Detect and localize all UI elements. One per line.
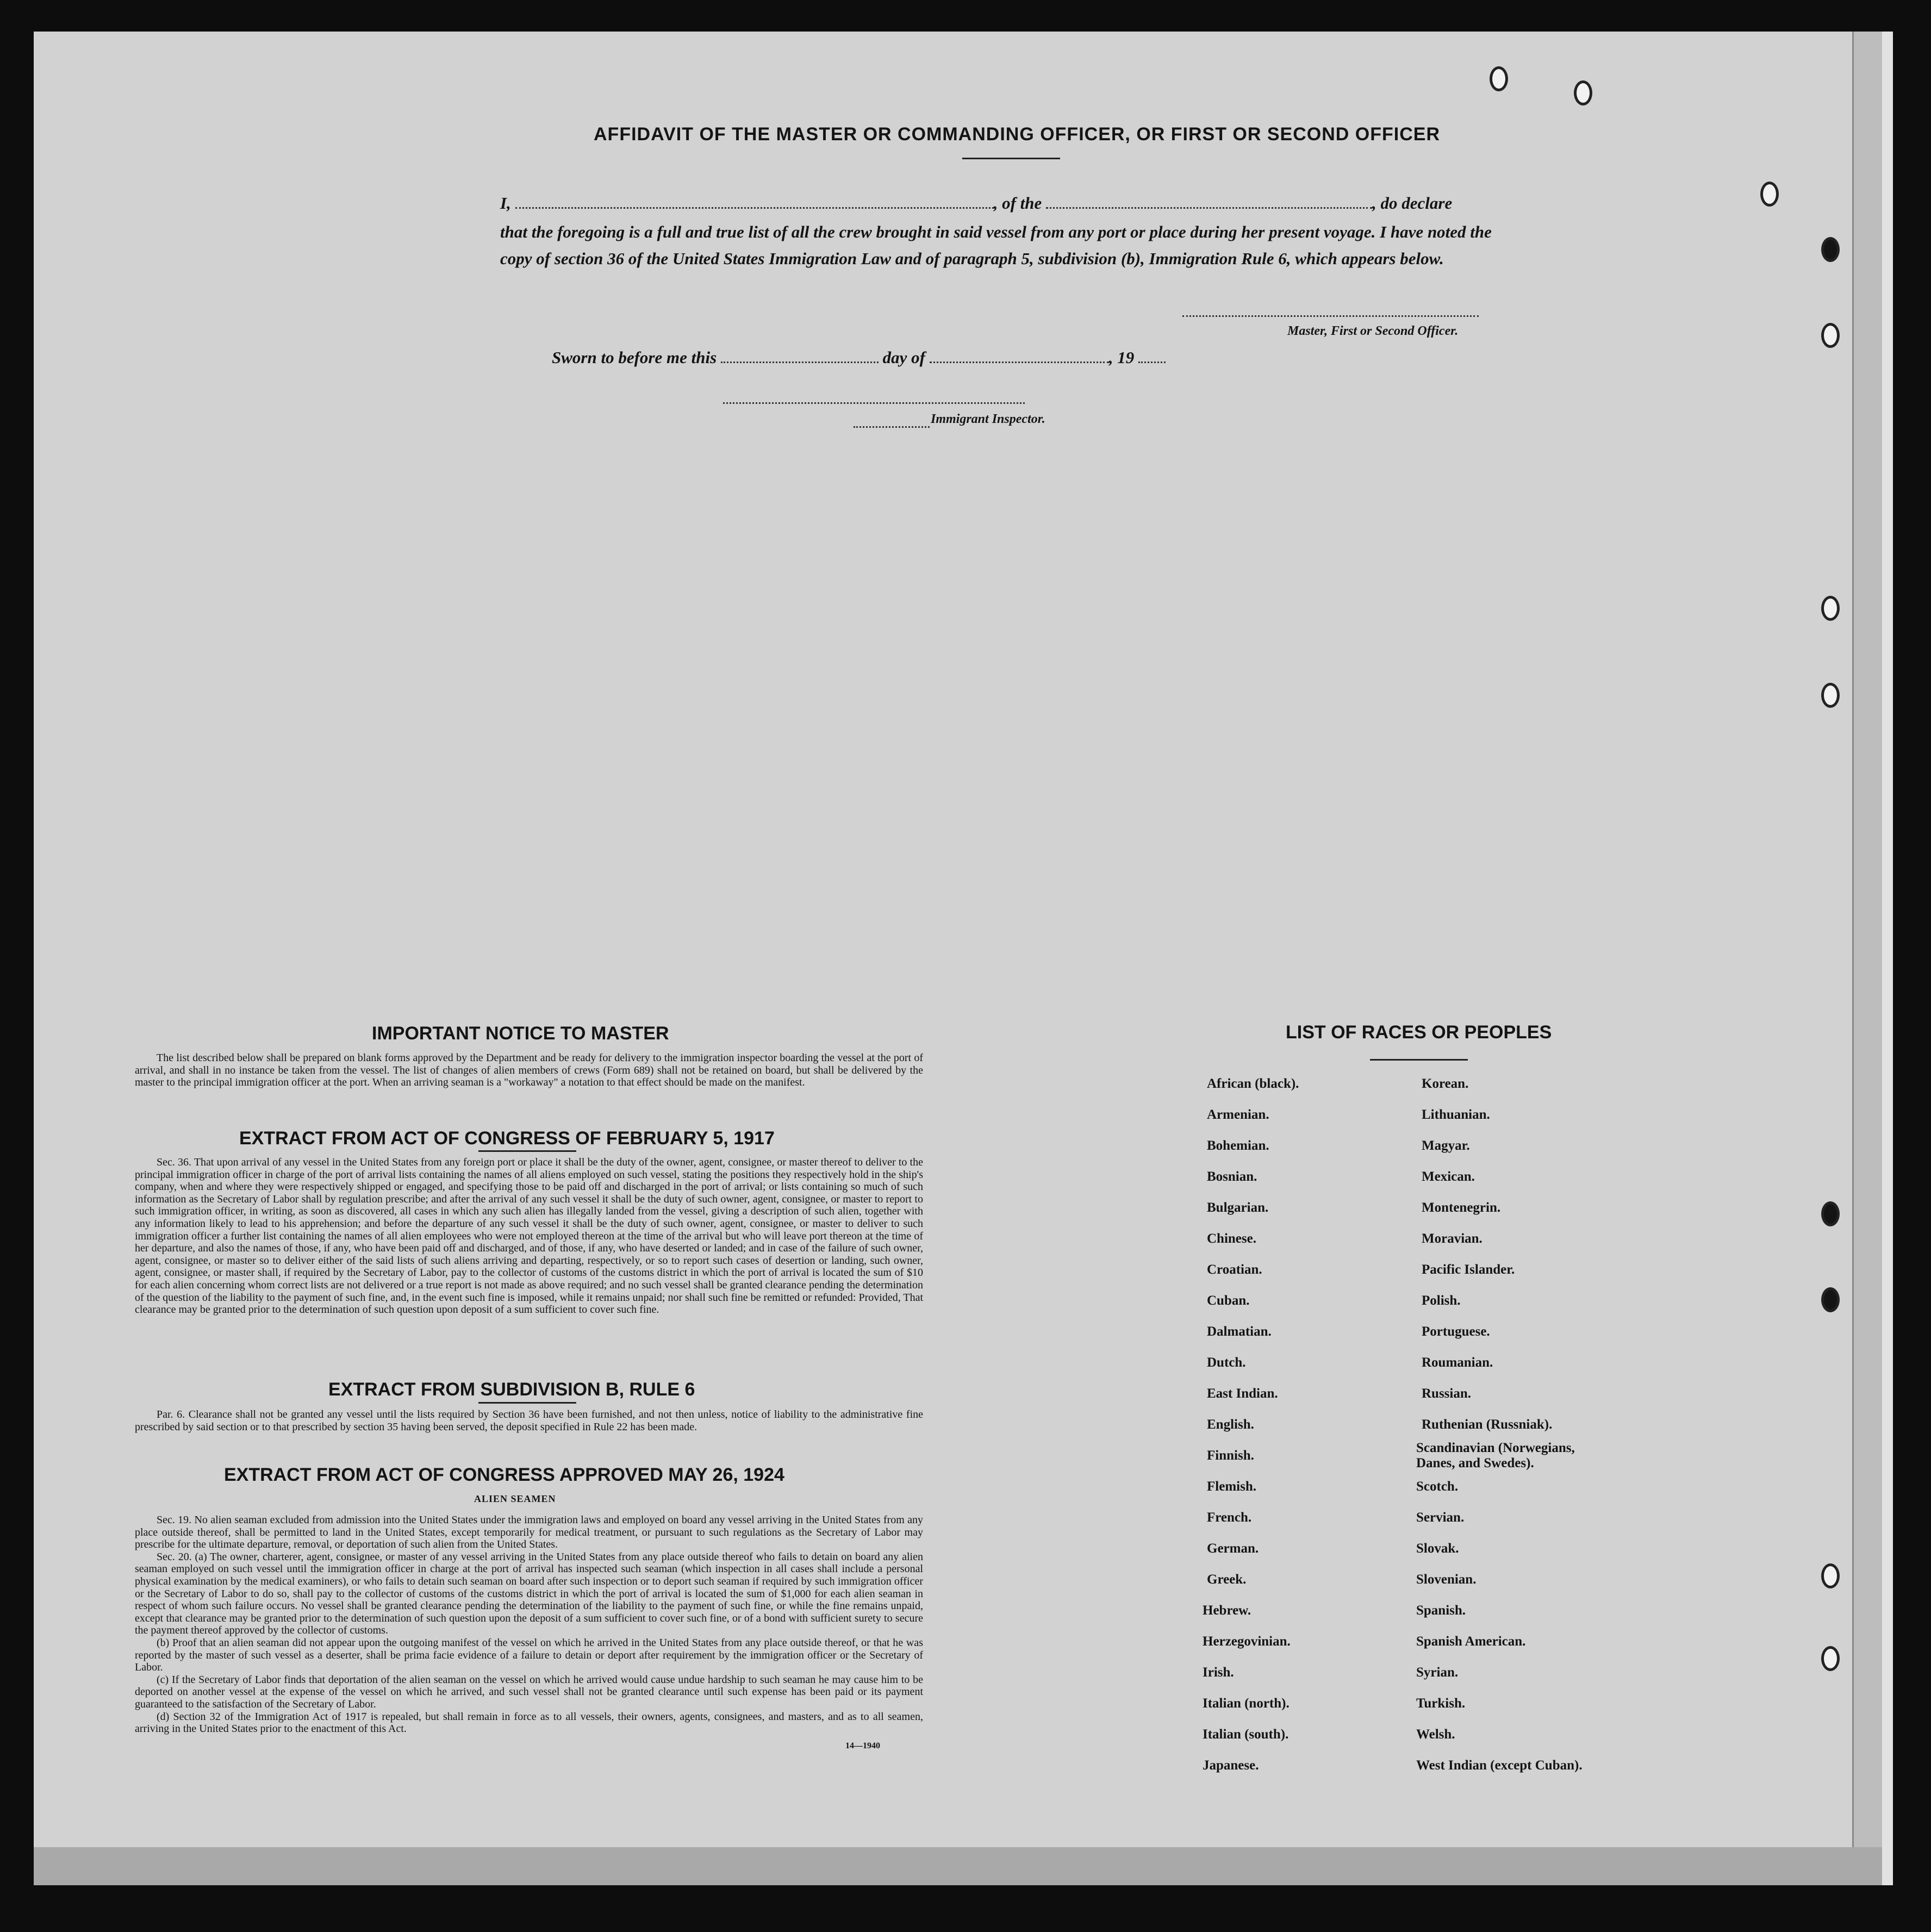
- race-item: Italian (south).: [1203, 1727, 1289, 1742]
- punch-hole: [1821, 1563, 1840, 1588]
- race-item: Spanish.: [1416, 1603, 1466, 1618]
- race-item: German.: [1207, 1541, 1259, 1556]
- race-item: Dalmatian.: [1207, 1324, 1272, 1339]
- rule-6-title: EXTRACT FROM SUBDIVISION B, RULE 6: [328, 1379, 695, 1400]
- inspector-signature-field[interactable]: [723, 402, 1025, 404]
- race-item: East Indian.: [1207, 1386, 1278, 1401]
- race-item: Chinese.: [1207, 1231, 1256, 1246]
- race-item: Mexican.: [1422, 1169, 1475, 1184]
- race-item: Korean.: [1422, 1076, 1469, 1091]
- master-signature-label: Master, First or Second Officer.: [1287, 324, 1459, 338]
- extract-1924-title: EXTRACT FROM ACT OF CONGRESS APPROVED MAY 26, 1924: [224, 1464, 784, 1485]
- sworn-prefix: Sworn to before me this: [552, 348, 717, 367]
- declaration-paragraph: that the foregoing is a full and true list of all the crew brought in said vessel from any port or place during her present voyage. I have noted the copy of section 36 of the United States Immigration Law and of paragraph 5, subdivision (b), Immigration Rule 6, which appears below.: [500, 222, 1492, 268]
- races-title: LIST OF RACES OR PEOPLES: [1286, 1022, 1552, 1043]
- race-item: Portuguese.: [1422, 1324, 1490, 1339]
- race-item: Syrian.: [1416, 1665, 1459, 1680]
- form-number: 14—1940: [845, 1741, 880, 1750]
- of-the-label: , of the: [993, 194, 1042, 213]
- rule-6-text: [135, 1409, 923, 1433]
- extract-1924-text: [135, 1514, 923, 1735]
- bottom-scan-edge: [34, 1847, 1882, 1885]
- race-item: Scandinavian (Norwegians, Danes, and Swedes).: [1416, 1441, 1575, 1470]
- affidavit-title: AFFIDAVIT OF THE MASTER OR COMMANDING OFFICER, OR FIRST OR SECOND OFFICER: [594, 124, 1440, 145]
- race-item: Bohemian.: [1207, 1138, 1269, 1153]
- race-item: Irish.: [1203, 1665, 1234, 1680]
- extract-1917-title: EXTRACT FROM ACT OF CONGRESS OF FEBRUARY 5, 1917: [239, 1128, 775, 1149]
- notice-text: [135, 1052, 923, 1089]
- do-declare-label: , do declare: [1372, 194, 1453, 213]
- race-item: English.: [1207, 1417, 1254, 1432]
- race-item: Flemish.: [1207, 1479, 1256, 1494]
- race-item: Turkish.: [1416, 1696, 1466, 1711]
- punch-hole: [1490, 66, 1508, 91]
- race-item: Magyar.: [1422, 1138, 1470, 1153]
- race-item: Finnish.: [1207, 1448, 1254, 1463]
- races-underline: [1370, 1059, 1468, 1061]
- race-item: Scotch.: [1416, 1479, 1459, 1494]
- punch-hole: [1821, 237, 1840, 262]
- sworn-year-field[interactable]: [1138, 356, 1166, 363]
- punch-hole: [1821, 596, 1840, 621]
- race-item: French.: [1207, 1510, 1252, 1525]
- sworn-line: [552, 348, 1166, 367]
- punch-hole: [1760, 182, 1779, 207]
- race-item: Polish.: [1422, 1293, 1461, 1308]
- extract-1917-underline: [478, 1150, 576, 1152]
- sworn-day-field[interactable]: [721, 356, 879, 363]
- race-item: Greek.: [1207, 1572, 1247, 1587]
- race-item: Lithuanian.: [1422, 1107, 1490, 1122]
- race-item: Dutch.: [1207, 1355, 1246, 1370]
- race-item: Armenian.: [1207, 1107, 1269, 1122]
- punch-hole: [1821, 683, 1840, 708]
- race-item: Bulgarian.: [1207, 1200, 1269, 1215]
- punch-hole: [1821, 1201, 1840, 1226]
- sec-20a-paragraph: Sec. 20. (a) The owner, charterer, agent, consignee, or master of any vessel arriving in the United States from any place outside thereof who fails to detain on board any alien seaman employed on such vessel until the immigration officer in charge at the port of arrival has inspected such seaman (which inspection in all cases shall include a personal physical examination by the medical examiners), or who fails to detain such seaman on board after such inspection or to deport such seaman if required by such immigration officer or the Secretary of Labor to do so, shall pay to the collector of customs of the customs district in which the port of arrival is located the sum of $1,000 for each alien seaman in respect of whom such failure occurs. No vessel shall be granted clearance pending the determination of the liability to the payment of such fine, or while the fine remains unpaid, except that clearance may be granted prior to the determination of such question upon the deposit of a sum sufficient to cover such fine, or of a bond with sufficient surety to secure the payment thereof approved by the collector of customs.: [135, 1550, 923, 1637]
- declaration-line: [500, 194, 1452, 213]
- race-item: Herzegovinian.: [1203, 1634, 1291, 1649]
- year-prefix: , 19: [1108, 348, 1135, 367]
- race-item: West Indian (except Cuban).: [1416, 1758, 1583, 1773]
- race-item: Slovak.: [1416, 1541, 1459, 1556]
- race-item: Hebrew.: [1203, 1603, 1251, 1618]
- sec-20b-paragraph: (b) Proof that an alien seaman did not appear upon the outgoing manifest of the vessel on which he arrived in the United States from any place outside thereof, or that he was reported by the master of such vessel as a deserter, shall be prima facie evidence of a failure to detain or deport after requirement by the immigration officer or the Secretary of Labor.: [135, 1636, 923, 1674]
- race-item: Servian.: [1416, 1510, 1465, 1525]
- race-item: Ruthenian (Russniak).: [1422, 1417, 1553, 1432]
- race-item: Croatian.: [1207, 1262, 1262, 1277]
- par-6-paragraph: Par. 6. Clearance shall not be granted any vessel until the lists required by Section 36 have been furnished, and not then unless, notice of liability to the administrative fine prescribed by said section or to that prescribed by section 35 having been served, the deposit specified in Rule 22 has been made.: [135, 1409, 923, 1433]
- race-item: Moravian.: [1422, 1231, 1482, 1246]
- notice-paragraph: The list described below shall be prepared on blank forms approved by the Department and be ready for delivery to the immigration inspector boarding the vessel at the port of arrival, and shall in no instance be taken from the vessel. The list of changes of alien members of crews (Form 689) shall not be retained on board, but shall be delivered by the master to the principal immigration officer at the port. When an arriving seaman is a "workaway" a notation to that effect should be made on the manifest.: [135, 1052, 923, 1089]
- vessel-name-field[interactable]: [1046, 202, 1372, 209]
- declarant-prefix: I,: [500, 194, 511, 213]
- notice-title: IMPORTANT NOTICE TO MASTER: [372, 1023, 669, 1044]
- punch-hole: [1821, 1287, 1840, 1312]
- race-item: Slovenian.: [1416, 1572, 1477, 1587]
- race-item: Bosnian.: [1207, 1169, 1257, 1184]
- race-item: Russian.: [1422, 1386, 1472, 1401]
- alien-seamen-subtitle: ALIEN SEAMEN: [474, 1493, 556, 1504]
- rule-6-underline: [478, 1402, 576, 1404]
- race-item: Welsh.: [1416, 1727, 1455, 1742]
- extract-1917-text: [135, 1156, 923, 1316]
- page-edge: [1882, 32, 1893, 1885]
- race-item: Italian (north).: [1203, 1696, 1290, 1711]
- punch-hole: [1821, 323, 1840, 348]
- sec-19-paragraph: Sec. 19. No alien seaman excluded from admission into the United States under the immigration laws and employed on board any vessel arriving in the United States from any place outside thereof, shall be permitted to land in the United States, except temporarily for medical treatment, or pursuant to such regulations as the Secretary of Labor may prescribe for the ultimate departure, removal, or deportation of such alien from the United States.: [135, 1514, 923, 1551]
- day-of-label: day of: [882, 348, 925, 367]
- race-item: Japanese.: [1203, 1758, 1259, 1773]
- punch-hole: [1574, 80, 1592, 105]
- inspector-name-field[interactable]: [854, 426, 930, 428]
- race-item: Cuban.: [1207, 1293, 1250, 1308]
- race-item: Pacific Islander.: [1422, 1262, 1515, 1277]
- race-item: African (black).: [1207, 1076, 1299, 1091]
- declarant-name-field[interactable]: [515, 202, 994, 209]
- inspector-label: Immigrant Inspector.: [931, 412, 1045, 426]
- race-item: Spanish American.: [1416, 1634, 1526, 1649]
- race-item: Roumanian.: [1422, 1355, 1493, 1370]
- title-underline: [962, 158, 1060, 159]
- race-item: Montenegrin.: [1422, 1200, 1501, 1215]
- master-signature-field[interactable]: [1182, 315, 1479, 317]
- sworn-month-field[interactable]: [930, 356, 1109, 363]
- right-margin-strip: [1852, 32, 1882, 1885]
- sec-20c-paragraph: (c) If the Secretary of Labor finds that deportation of the alien seaman on the vessel on which he arrived would cause undue hardship to such seaman he may cause him to be deported on another vessel at the expense of the vessel on which he arrived, and such vessel shall not be granted clearance until such expense has been paid or its payment guaranteed to the satisfaction of the Secretary of Labor.: [135, 1673, 923, 1710]
- section-36-paragraph: Sec. 36. That upon arrival of any vessel in the United States from any foreign port or place it shall be the duty of the owner, agent, consignee, or master thereof to deliver to the principal immigration officer in charge of the port of arrival lists containing the names of all aliens employed on such vessel, stating the positions they respectively hold in the ship's company, when and where they were respectively shipped or engaged, and specifying those to be paid off and discharged in the port of arrival; or lists containing so much of such information as the Secretary of Labor shall by regulation prescribe; and after the arrival of any such vessel it shall be the duty of such owner, agent, consignee, or master to report to such immigration officer, in writing, as soon as discovered, all cases in which any such alien has illegally landed from the vessel, giving a description of such alien, together with any information likely to lead to his apprehension; and before the departure of any such vessel it shall be the duty of such owner, agent, consignee, or master to deliver to such immigration officer a further list containing the names of all alien employees who were not employed thereon at the time of the arrival but who will leave port thereon at the time of her departure, and also the names of those, if any, who have been paid off and discharged, and of those, if any, who have deserted or landed; and in case of the failure of such owner, agent, consignee, or master so to deliver either of the said lists of such aliens arriving and departing, respectively, or so to report such cases of desertion or landing, such owner, agent, consignee, or master shall, if required by the Secretary of Labor, pay to the collector of customs of the customs district in which the port of arrival is located the sum of $10 for each alien concerning whom correct lists are not delivered or a true report is not made as above required; and no such vessel shall be granted clearance pending the determination of the question of the liability to the payment of such fine, and, in the event such fine is imposed, while it remains unpaid; nor shall such fine be remitted or refunded: Provided, That clearance may be granted prior to the determination of such question upon deposit of a sum sufficient to cover such fine.: [135, 1156, 923, 1316]
- punch-hole: [1821, 1646, 1840, 1671]
- sec-20d-paragraph: (d) Section 32 of the Immigration Act of 1917 is repealed, but shall remain in force as to all vessels, their owners, agents, consignees, and masters, and as to all seamen, arriving in the United States prior to the enactment of this Act.: [135, 1710, 923, 1735]
